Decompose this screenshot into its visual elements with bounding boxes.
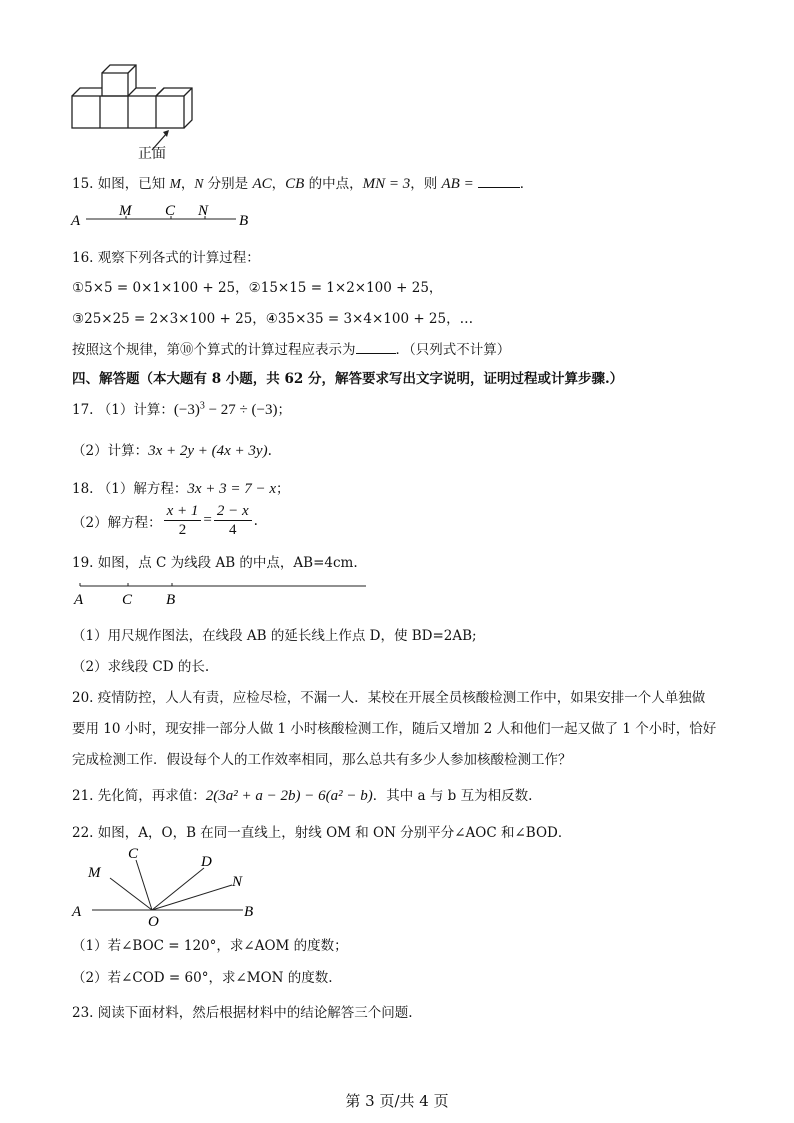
q17-p2-end: . <box>267 443 272 459</box>
q20-line-2: 要用 10 小时，现安排一部分人做 1 小时核酸检测工作，随后又增加 2 人和他们一起又做了 1 个小时，恰好 <box>72 721 717 737</box>
q15-text-b: 分别是 <box>203 176 253 192</box>
q15-cb: CB <box>285 176 305 192</box>
q20-line-3: 完成检测工作．假设每个人的工作效率相同，那么总共有多少人参加核酸检测工作？ <box>72 752 572 768</box>
q17-p2-label: （2）计算： <box>72 443 149 459</box>
page-footer: 第 3 页/共 4 页 <box>345 1092 449 1110</box>
q17-part-2 <box>72 439 272 460</box>
label-d: D <box>201 854 212 870</box>
segment-acb-figure <box>66 578 376 608</box>
q15-ac: AC <box>252 176 272 192</box>
q21-tail: ．其中 a 与 b 互为相反数. <box>372 788 533 804</box>
q15-text-c: 的中点， <box>304 176 363 192</box>
q17-p1-end: ； <box>277 402 291 418</box>
q22-text: 22. 如图，A，O，B 在同一直线上，射线 OM 和 ON 分别平分∠AOC 和∠BOD． <box>72 825 572 841</box>
q19-part-2: （2）求线段 CD 的长. <box>72 659 210 675</box>
q16-line-2: ①5×5 = 0×1×100 + 25，②15×15 = 1×2×100 + 25， <box>72 280 443 296</box>
q15-n: N <box>194 176 204 191</box>
label-a: A <box>72 904 82 920</box>
q15-answer-blank[interactable] <box>478 173 520 188</box>
q15-sep: ， <box>180 176 195 192</box>
q18-left-denominator: 2 <box>178 522 187 538</box>
label-o: O <box>148 914 159 930</box>
q17-p1-expr-a: (−3) <box>173 402 200 418</box>
q18-p1-expr: 3x + 3 = 7 − x <box>187 481 277 497</box>
label-a: A <box>71 213 81 229</box>
q18-right-numerator: 2 − x <box>214 502 252 521</box>
cube-stack-figure <box>66 58 206 168</box>
q15-text-d: ，则 <box>410 176 442 192</box>
label-a: A <box>74 592 84 608</box>
q15-text-a: 如图，已知 <box>97 176 170 192</box>
q20-line-1: 20. 疫情防控，人人有责，应检尽检，不漏一人．某校在开展全员核酸检测工作中，如果安排一个人单独做 <box>72 690 706 706</box>
q18-left-numerator: x + 1 <box>164 502 202 521</box>
q22-part-1: （1）若∠BOC = 120°，求∠AOM 的度数； <box>72 938 348 954</box>
q16-line-4-a: 按照这个规律，第⑩个算式的计算过程应表示为 <box>72 342 356 358</box>
label-n: N <box>198 203 209 219</box>
q17-p2-expr: 3x + 2y + (4x + 3y) <box>148 443 268 459</box>
q18-part-1 <box>72 477 290 498</box>
q18-right-denominator: 4 <box>228 522 237 538</box>
q17-p1-expr-b: − 27 ÷ (−3) <box>204 402 278 418</box>
label-c: C <box>122 592 133 608</box>
q18-p2-end: . <box>253 512 258 529</box>
q16-line-4 <box>72 338 510 358</box>
q21-label: 21. 先化简，再求值： <box>72 788 206 804</box>
q18-equals: = <box>203 512 212 528</box>
q18-part-2 <box>72 502 258 539</box>
q17-part-1 <box>72 398 291 419</box>
q23-text: 23. 阅读下面材料，然后根据材料中的结论解答三个问题. <box>72 1005 413 1021</box>
label-c: C <box>165 203 176 219</box>
q16-answer-blank[interactable] <box>356 339 396 354</box>
q19-text: 19. 如图，点 C 为线段 AB 的中点，AB=4cm. <box>72 555 358 571</box>
label-m: M <box>119 203 132 219</box>
q15-ab-eq: AB = <box>441 176 474 192</box>
front-view-caption: 正面 <box>138 146 166 162</box>
question-15 <box>72 172 533 193</box>
q21-expr: 2(3a² + a − 2b) − 6(a² − b) <box>205 788 373 804</box>
q18-right-fraction <box>214 502 252 539</box>
q15-comma: ， <box>271 176 286 192</box>
q18-p1-label: 18. （1）解方程： <box>72 481 188 497</box>
q15-m: M <box>169 176 181 191</box>
question-21 <box>72 784 532 805</box>
q18-p1-end: ； <box>276 481 290 497</box>
label-b: B <box>244 904 254 920</box>
q18-left-fraction <box>164 502 202 539</box>
q18-p2-label: （2）解方程： <box>72 514 162 531</box>
label-b: B <box>166 592 176 608</box>
angle-rays-figure <box>66 840 266 930</box>
q16-line-1: 16. 观察下列各式的计算过程： <box>72 250 260 266</box>
q16-line-3: ③25×25 = 2×3×100 + 25，④35×35 = 3×4×100 + 25，… <box>72 311 474 327</box>
section-4-title: 四、解答题（本大题有 8 小题，共 62 分，解答要求写出文字说明，证明过程或计算步骤.） <box>72 371 624 387</box>
q15-end: ． <box>519 176 534 192</box>
q17-p1-exp: 3 <box>199 400 205 412</box>
label-b: B <box>239 213 249 229</box>
q15-mn-eq: MN = 3 <box>362 176 411 192</box>
q17-p1-label: 17. （1）计算： <box>72 402 174 418</box>
q16-line-4-b: ．（只列式不计算） <box>395 342 511 358</box>
q22-part-2: （2）若∠COD = 60°，求∠MON 的度数. <box>72 970 333 986</box>
label-c: C <box>128 846 139 862</box>
segment-amcnb-figure <box>66 198 266 230</box>
label-m: M <box>88 865 101 881</box>
q19-part-1: （1）用尺规作图法，在线段 AB 的延长线上作点 D，使 BD=2AB; <box>72 628 477 644</box>
label-n: N <box>232 874 243 890</box>
q15-number: 15. <box>72 176 94 192</box>
